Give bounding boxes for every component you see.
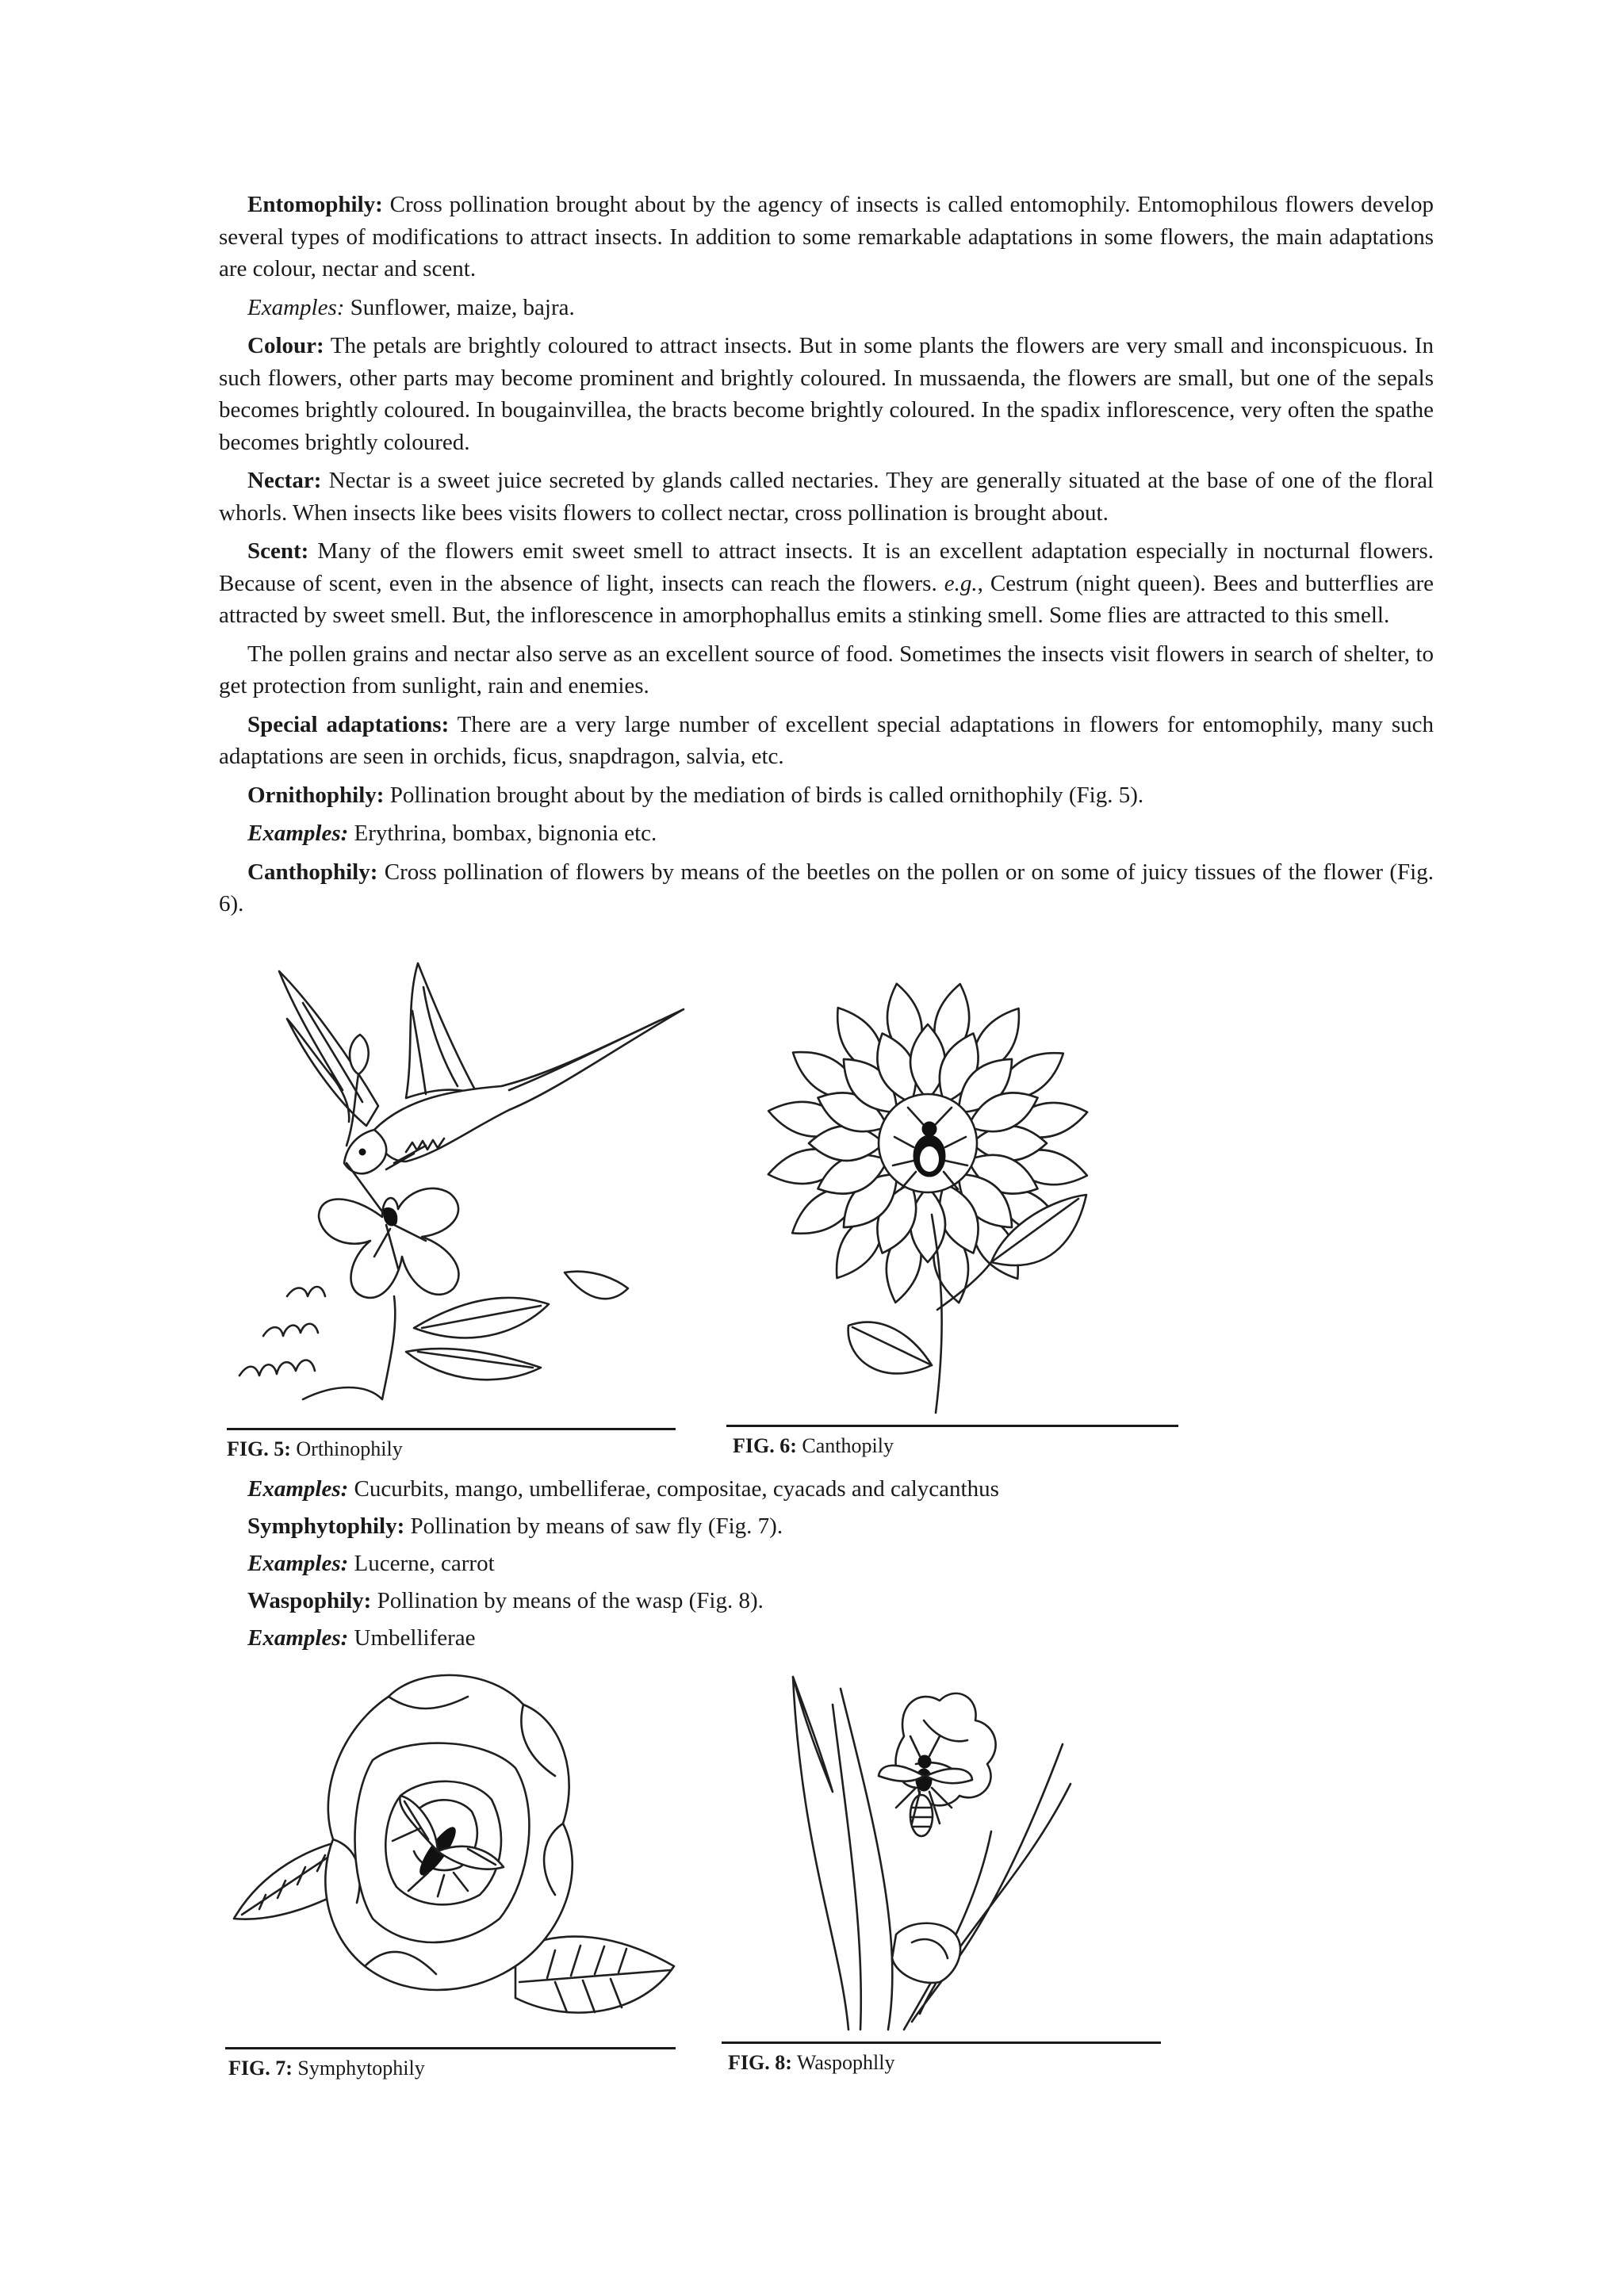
term-symphytophily: Symphytophily:: [247, 1513, 405, 1539]
hummingbird-illustration: [216, 955, 691, 1415]
hibiscus-flower: [319, 1188, 458, 1298]
line-canth-examples: [247, 1471, 1421, 1508]
text-canthophily: Cross pollination of flowers by means of the beetles on the pollen or on some of juicy tissues of the flower (Fig. 6).: [219, 859, 1434, 916]
figure-6-sunflower: [753, 961, 1126, 1417]
wasp-flower-lower: [892, 1923, 960, 1983]
term-entomophily: Entomophily:: [247, 192, 383, 217]
para-colour: [219, 330, 1434, 458]
wasp-flower-illustration: [785, 1673, 1086, 2034]
body-text: [219, 189, 1434, 927]
fig6-caption: [733, 1433, 894, 1459]
para-nectar: [219, 465, 1434, 529]
para-entomophily: [219, 189, 1434, 285]
fig7-label: FIG. 7:: [228, 2057, 293, 2080]
line-symphytophily: [247, 1508, 1421, 1545]
line-symph-examples: [247, 1545, 1421, 1582]
bird-eye: [359, 1149, 366, 1155]
fig5-rule: [227, 1428, 676, 1430]
text-examples: Sunflower, maize, bajra.: [344, 294, 575, 320]
wasp-flower: [896, 1693, 996, 1805]
text-colour: The petals are brightly coloured to attract insects. But in some plants the flowers are very small and inconspicuous. In such flowers, other parts may become prominent and brightly coloured. In mussaenda, the flowers are small, but one of the sepals becomes brightly coloured. In bougainvillea, the bracts become brightly coloured. In the spadix inflorescence, very often the spathe becomes brightly coloured.: [219, 333, 1434, 455]
sunflower-illustration: [753, 961, 1126, 1417]
para-ornithophily: [219, 779, 1434, 812]
fig5-label: FIG. 5:: [227, 1437, 291, 1460]
rose-illustration: [230, 1665, 682, 2038]
para-pollen: [219, 638, 1434, 702]
fig8-caption: [728, 2050, 894, 2076]
hibiscus-bud: [350, 1035, 369, 1074]
fig8-title: Waspophlly: [791, 2051, 895, 2074]
text-pollen: The pollen grains and nectar also serve as an excellent source of food. Sometimes the insects visit flowers in search of shelter, to get protection from sunlight, rain and enemies.: [219, 641, 1434, 698]
fig8-rule: [722, 2042, 1161, 2044]
leaf-3: [565, 1272, 628, 1299]
text-nectar: Nectar is a sweet juice secreted by glands called nectaries. They are generally situated at the base of one of the floral whorls. When insects like bees visits flowers to collect nectar, cross pollination is brought about.: [219, 468, 1434, 526]
label-canth-examples: Examples:: [247, 1476, 349, 1502]
label-orn-examples: Examples:: [247, 821, 349, 846]
term-ornithophily: Ornithophily:: [247, 782, 385, 808]
fig7-title: Symphytophily: [292, 2057, 425, 2080]
text-symphytophily: Pollination by means of saw fly (Fig. 7).: [404, 1513, 783, 1539]
term-canthophily: Canthophily:: [247, 859, 378, 885]
label-symph-examples: Examples:: [247, 1551, 349, 1576]
text-orn-examples: Erythrina, bombax, bignonia etc.: [348, 821, 657, 846]
figure-5-hummingbird: [216, 955, 691, 1415]
fig6-rule: [726, 1425, 1178, 1427]
fig5-caption: [227, 1437, 403, 1462]
para-entomophily-examples: [219, 292, 1434, 324]
text-eg: e.g.: [944, 570, 978, 596]
label-wasp-examples: Examples:: [247, 1625, 349, 1651]
term-special: Special adaptations:: [247, 711, 450, 737]
hibiscus-stem: [303, 1296, 395, 1399]
curled-leaves: [239, 1287, 325, 1376]
text-waspophily: Pollination by means of the wasp (Fig. 8).: [371, 1588, 764, 1613]
para-canthophily: [219, 856, 1434, 920]
figure-8-wasp: [785, 1673, 1086, 2034]
fig7-caption: [228, 2056, 425, 2081]
term-colour: Colour:: [247, 333, 324, 358]
para-special: [219, 709, 1434, 773]
fig6-label: FIG. 6:: [733, 1434, 797, 1457]
fig6-title: Canthopily: [796, 1434, 894, 1457]
term-nectar: Nectar:: [247, 468, 322, 493]
text-wasp-examples: Umbelliferae: [348, 1625, 476, 1651]
text-scent-b: , Cestrum (night queen). Bees and butterflies are attracted by sweet smell. But, the inflorescence in amorphophallus emits a stinking smell. Some flies are attracted to this smell.: [219, 570, 1434, 628]
text-ornithophily: Pollination brought about by the mediation of birds is called ornithophily (Fig. 5).: [384, 782, 1144, 808]
fig8-label: FIG. 8:: [728, 2051, 792, 2074]
term-scent: Scent:: [247, 538, 309, 564]
fig7-rule: [225, 2047, 676, 2049]
text-special: There are a very large number of excellent special adaptations in flowers for entomophily, many such adaptations are seen in orchids, ficus, snapdragon, salvia, etc.: [219, 711, 1434, 769]
text-entomophily: Cross pollination brought about by the agency of insects is called entomophily. Entomophilous flowers develop several types of modifications to attract insects. In addition to some remarkable adaptations in some flowers, the main adaptations are colour, nectar and scent.: [219, 192, 1434, 281]
para-ornithophily-examples: [219, 817, 1434, 850]
label-examples: Examples:: [247, 294, 345, 320]
line-wasp-examples: [247, 1620, 1421, 1657]
text-scent-a: Many of the flowers emit sweet smell to attract insects. It is an excellent adaptation especially in nocturnal flowers. Because of scent, even in the absence of light, insects can reach the flowers.: [219, 538, 1434, 596]
figure-7-rose: [230, 1665, 682, 2038]
lower-text: [247, 1471, 1421, 1657]
text-canth-examples: Cucurbits, mango, umbelliferae, compositae, cyacads and calycanthus: [348, 1476, 999, 1502]
text-symph-examples: Lucerne, carrot: [348, 1551, 495, 1576]
para-scent: [219, 535, 1434, 632]
line-waspophily: [247, 1582, 1421, 1620]
sunflower-leaf-left: [848, 1322, 932, 1374]
fig5-title: Orthinophily: [290, 1437, 403, 1460]
term-waspophily: Waspophily:: [247, 1588, 372, 1613]
